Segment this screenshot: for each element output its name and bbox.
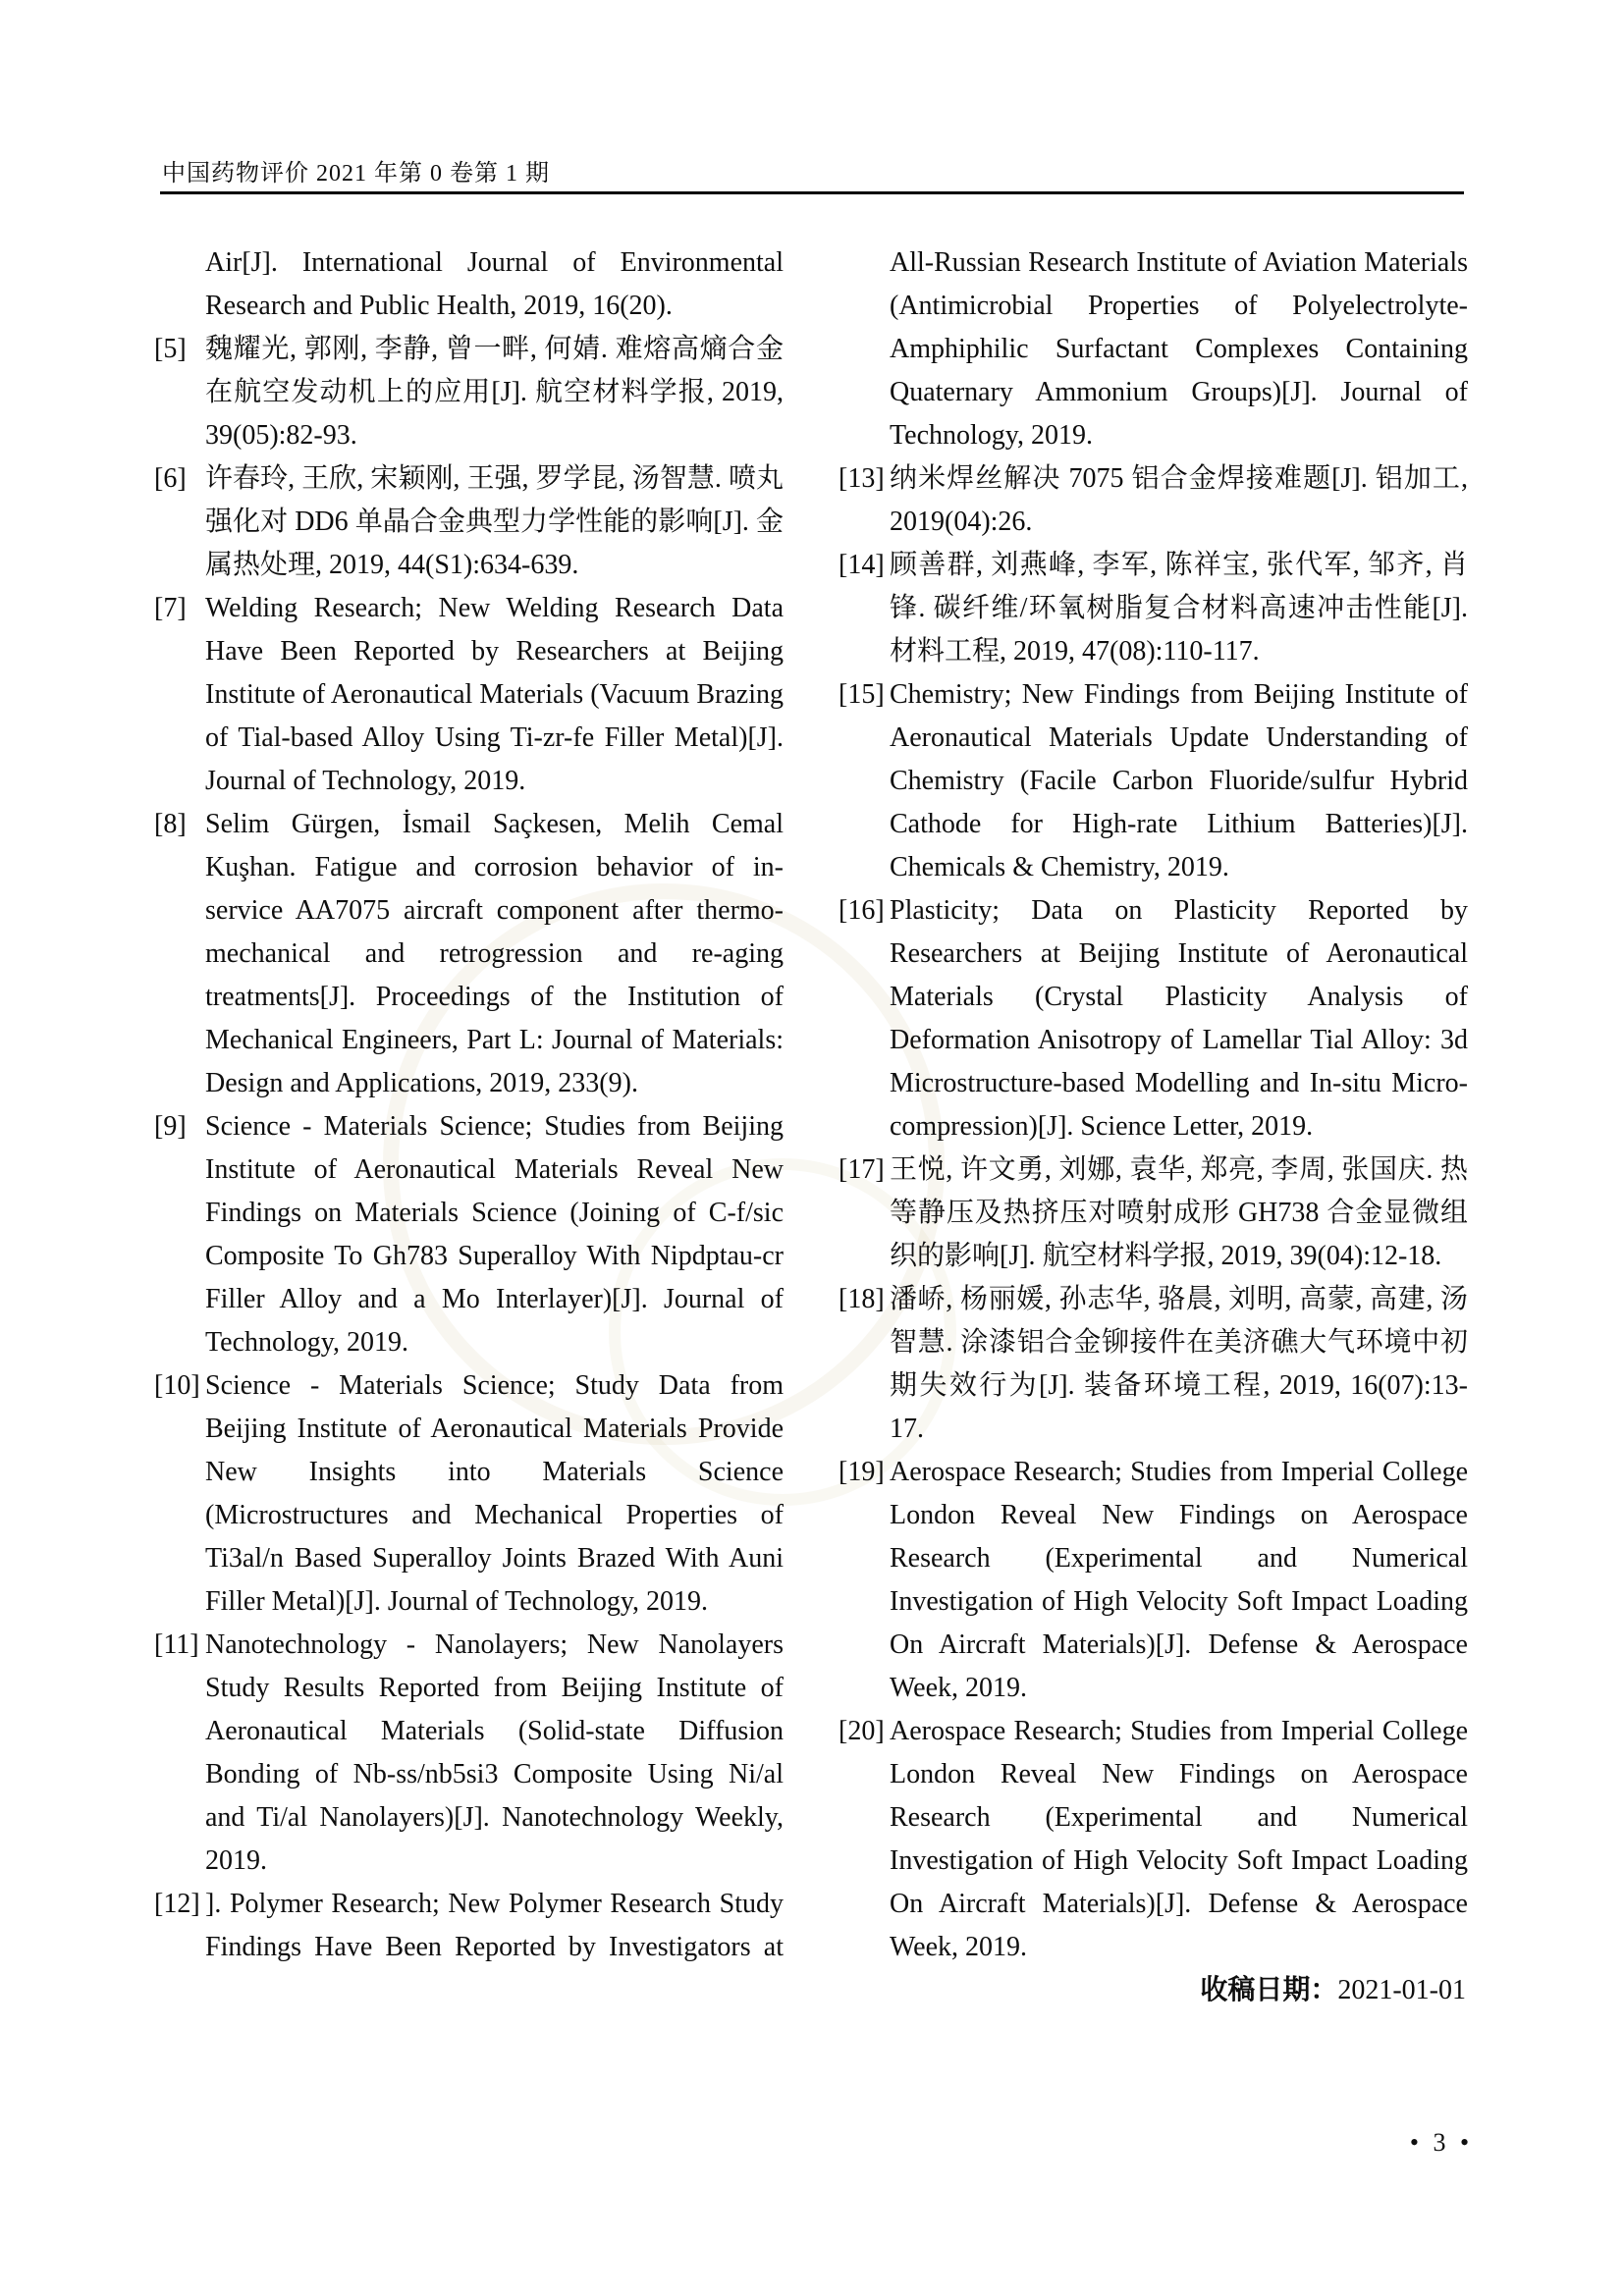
reference-text: All-Russian Research Institute of Aviation Materials (Antimicrobial Properties of Polyelectrolyte-Amphiphilic Surfactant Complexes Containing Quaternary Ammonium Groups)[J]. Journal of Technology, 2019. [890, 247, 1468, 451]
reference-item [839, 544, 1468, 673]
reference-number: [9] [154, 1111, 187, 1142]
reference-item [839, 241, 1468, 457]
reference-number: [5] [154, 334, 187, 364]
received-date-line [839, 1969, 1468, 2012]
reference-text: 王悦, 许文勇, 刘娜, 袁华, 郑亮, 李周, 张国庆. 热等静压及热挤压对喷射成形 GH738 合金显微组织的影响[J]. 航空材料学报, 2019, 39(04):12-18. [890, 1154, 1468, 1271]
reference-number: [7] [154, 593, 187, 623]
reference-item [154, 241, 784, 328]
reference-item [839, 457, 1468, 544]
reference-item [154, 803, 784, 1105]
reference-number: [12] [154, 1889, 200, 1919]
reference-number: [14] [839, 550, 885, 580]
reference-text: ]. Polymer Research; New Polymer Research Study Findings Have Been Reported by Investigators at [205, 1889, 784, 1962]
reference-item [839, 1278, 1468, 1451]
reference-text: Aerospace Research; Studies from Imperial College London Reveal New Findings on Aerospace Research (Experimental and Numerical Investigation of High Velocity Soft Impact Loading On Aircraft Materials)[J]. Defense & Aerospace Week, 2019. [890, 1716, 1468, 1962]
reference-item [839, 1451, 1468, 1710]
reference-item [839, 673, 1468, 889]
reference-number: [11] [154, 1629, 199, 1660]
reference-text: Plasticity; Data on Plasticity Reported by Researchers at Beijing Institute of Aeronautical Materials (Crystal Plasticity Analysis of Deformation Anisotropy of Lamellar Tial Alloy: 3d Microstructure-based Modelling and In-situ Micro-compression)[J]. Science Letter, 2019. [890, 895, 1468, 1142]
reference-text: Selim Gürgen, İsmail Saçkesen, Melih Cemal Kuşhan. Fatigue and corrosion behavior of in-service AA7075 aircraft component after thermo-mechanical and retrogression and re-aging treatments[J]. Proceedings of the Institution of Mechanical Engineers, Part L: Journal of Materials: Design and Applications, 2019, 233(9). [205, 809, 784, 1098]
reference-text: Welding Research; New Welding Research Data Have Been Reported by Researchers at Beijing Institute of Aeronautical Materials (Vacuum Brazing of Tial-based Alloy Using Ti-zr-fe Filler Metal)[J]. Journal of Technology, 2019. [205, 593, 784, 796]
reference-text: 魏耀光, 郭刚, 李静, 曾一畔, 何婧. 难熔高熵合金在航空发动机上的应用[J]. 航空材料学报, 2019, 39(05):82-93. [205, 334, 784, 451]
reference-item [839, 1710, 1468, 1969]
reference-text: Chemistry; New Findings from Beijing Institute of Aeronautical Materials Update Understanding of Chemistry (Facile Carbon Fluoride/sulfur Hybrid Cathode for High-rate Lithium Batteries)[J]. Chemicals & Chemistry, 2019. [890, 679, 1468, 882]
reference-text: Science - Materials Science; Study Data from Beijing Institute of Aeronautical Materials Provide New Insights into Materials Science (Microstructures and Mechanical Properties of Ti3al/n Based Superalloy Joints Brazed With Auni Filler Metal)[J]. Journal of Technology, 2019. [205, 1370, 784, 1617]
reference-text: Aerospace Research; Studies from Imperial College London Reveal New Findings on Aerospace Research (Experimental and Numerical Investigation of High Velocity Soft Impact Loading On Aircraft Materials)[J]. Defense & Aerospace Week, 2019. [890, 1457, 1468, 1703]
received-date-label: 收稿日期： [1200, 1975, 1338, 2005]
reference-text: 许春玲, 王欣, 宋颖刚, 王强, 罗学昆, 汤智慧. 喷丸强化对 DD6 单晶合金典型力学性能的影响[J]. 金属热处理, 2019, 44(S1):634-639. [205, 463, 784, 580]
reference-item [154, 328, 784, 457]
reference-text: 纳米焊丝解决 7075 铝合金焊接难题[J]. 铝加工, 2019(04):26. [890, 463, 1468, 537]
reference-item [154, 1364, 784, 1624]
reference-item [154, 1883, 784, 1969]
reference-item [154, 1105, 784, 1364]
references-section [154, 241, 1468, 2012]
reference-number: [20] [839, 1716, 885, 1746]
references-column-left [154, 241, 784, 2012]
received-date-value: 2021-01-01 [1337, 1975, 1466, 2005]
reference-number: [19] [839, 1457, 885, 1487]
reference-item [154, 1624, 784, 1883]
reference-item [839, 889, 1468, 1148]
reference-text: 潘峤, 杨丽媛, 孙志华, 骆晨, 刘明, 高蒙, 高建, 汤智慧. 涂漆铝合金铆接件在美济礁大气环境中初期失效行为[J]. 装备环境工程, 2019, 16(07):13-17. [890, 1284, 1468, 1444]
reference-number: [17] [839, 1154, 885, 1185]
reference-number: [6] [154, 463, 187, 494]
reference-item [839, 1148, 1468, 1278]
reference-text: 顾善群, 刘燕峰, 李军, 陈祥宝, 张代军, 邹齐, 肖锋. 碳纤维/环氧树脂复合材料高速冲击性能[J]. 材料工程, 2019, 47(08):110-117. [890, 550, 1468, 667]
references-column-right [839, 241, 1468, 2012]
reference-item [154, 587, 784, 803]
reference-list-left [154, 241, 784, 1969]
reference-number: [16] [839, 895, 885, 926]
header-rule [160, 191, 1464, 194]
reference-item [154, 457, 784, 587]
reference-number: [15] [839, 679, 885, 710]
journal-header: 中国药物评价 2021 年第 0 卷第 1 期 [162, 161, 550, 187]
reference-text: Nanotechnology - Nanolayers; New Nanolayers Study Results Reported from Beijing Institute of Aeronautical Materials (Solid-state Diffusion Bonding of Nb-ss/nb5si3 Composite Using Ni/al and Ti/al Nanolayers)[J]. Nanotechnology Weekly, 2019. [205, 1629, 784, 1876]
reference-number: [18] [839, 1284, 885, 1314]
reference-number: [13] [839, 463, 885, 494]
page-number: • 3 • [1409, 2128, 1474, 2157]
reference-number: [10] [154, 1370, 200, 1401]
reference-list-right [839, 241, 1468, 1969]
reference-text: Science - Materials Science; Studies from Beijing Institute of Aeronautical Materials Reveal New Findings on Materials Science (Joining of C-f/sic Composite To Gh783 Superalloy With Nipdptau-cr Filler Alloy and a Mo Interlayer)[J]. Journal of Technology, 2019. [205, 1111, 784, 1358]
reference-text: Air[J]. International Journal of Environmental Research and Public Health, 2019, 16(20). [205, 247, 784, 321]
reference-number: [8] [154, 809, 187, 839]
